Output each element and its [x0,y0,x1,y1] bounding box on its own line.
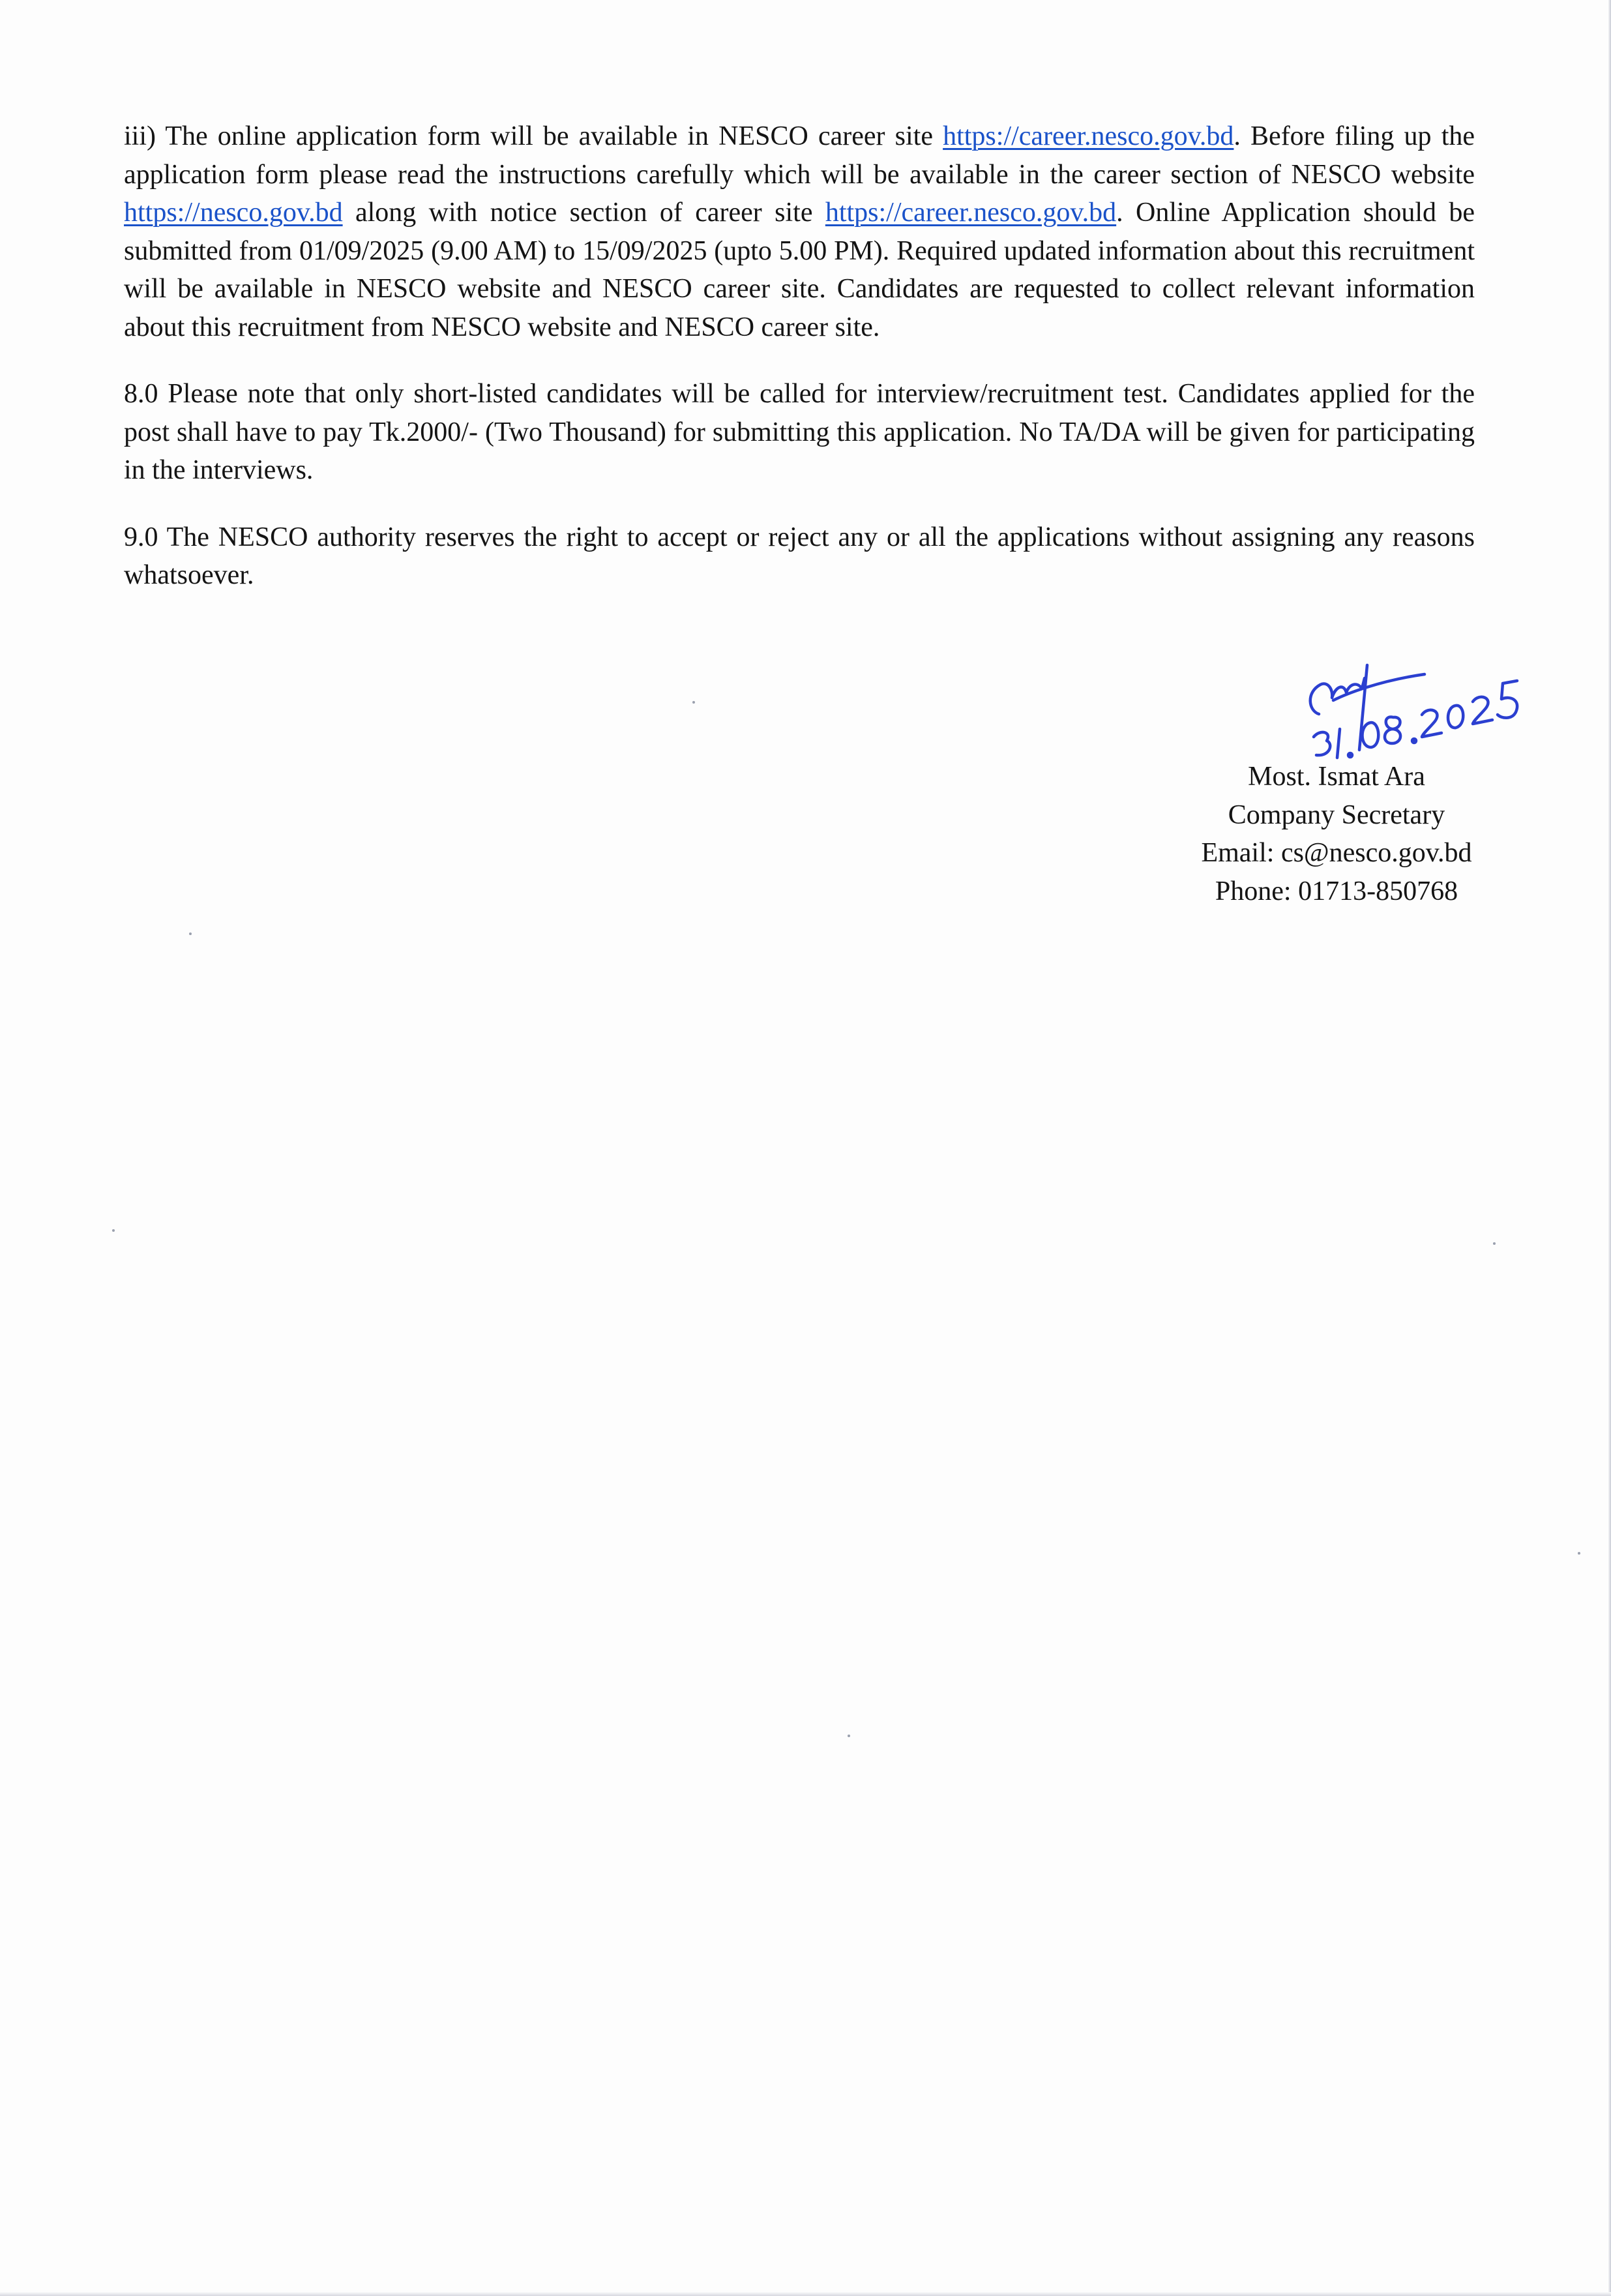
signatory-title: Company Secretary [1228,799,1445,830]
scan-speck [848,1735,850,1737]
paragraph-authority-rights: 9.0 The NESCO authority reserves the right to accept or reject any or all the applications without assigning any reasons whatsoever. [124,522,1475,590]
paragraph-text: iii) The online application form will be available in NESCO career site [124,121,943,151]
scan-speck [112,1229,115,1232]
signatory-block [1147,758,1526,910]
signatory-email: Email: cs@nesco.gov.bd [1201,838,1472,868]
career-site-link[interactable]: https://career.nesco.gov.bd [943,121,1234,151]
career-site-notice-link[interactable]: https://career.nesco.gov.bd [825,198,1117,228]
scan-speck [692,701,695,704]
paragraph-text: . Online Application should be submitted from 01/09/2025 (9.00 AM) to 15/09/2025 (upto 5.00 PM). Required updated information about this recruitment will be available in NESCO website and NESCO career site. Candidates are requested to collect relevant information about this recruitment from NESCO website and NESCO career site. [124,198,1475,342]
paragraph-online-application [124,117,1475,346]
scan-speck [1578,1552,1580,1555]
scan-speck [189,932,192,935]
paragraph-text: . Before filing up the application form please read the instructions carefully which will be available in the career section of NESCO website [124,121,1475,190]
scan-speck [1493,1242,1496,1245]
signatory-name: Most. Ismat Ara [1248,762,1425,792]
scan-edge-right [1608,0,1611,2296]
paragraph-shortlist-note: 8.0 Please note that only short-listed candidates will be called for interview/recruitment test. Candidates applied for the post shall have to pay Tk.2000/- (Two Thousand) for submitting this application. No TA/DA will be given for participating in the interviews. [124,379,1475,485]
nesco-website-link[interactable]: https://nesco.gov.bd [124,198,343,228]
paragraph-text: along with notice section of career site [342,198,825,228]
scan-edge-bottom [0,2292,1611,2296]
notice-body [124,117,1475,623]
signatory-phone: Phone: 01713-850768 [1215,876,1458,906]
